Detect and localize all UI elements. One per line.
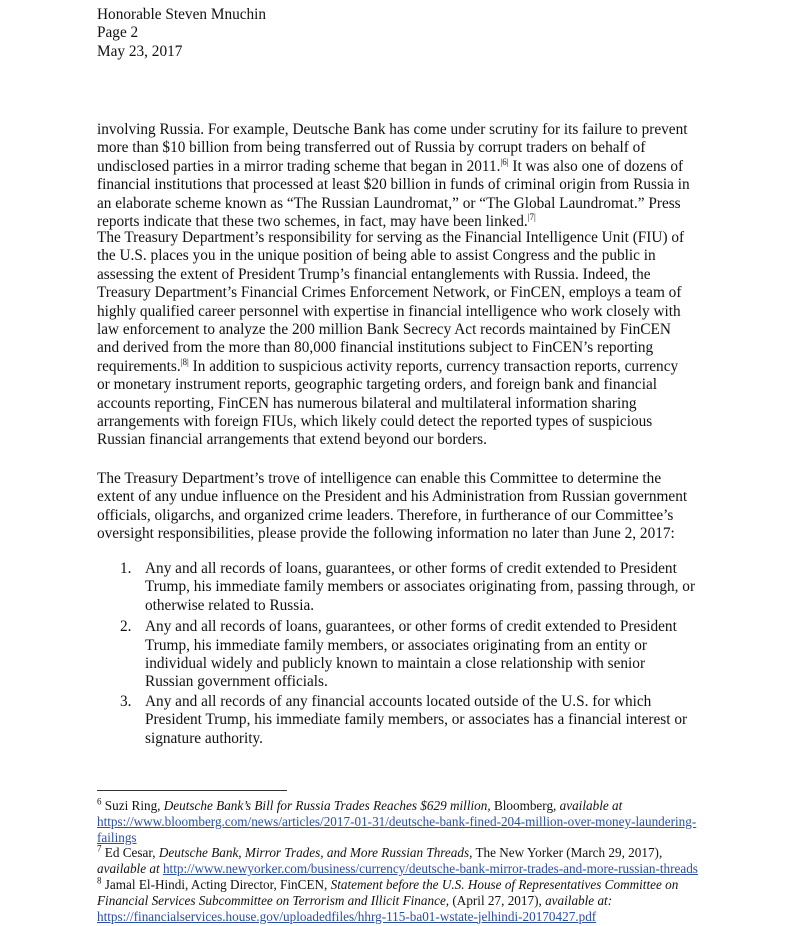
text-line: signature authority. — [145, 729, 263, 747]
footnote-divider — [97, 790, 287, 791]
paragraph-request-intro — [97, 470, 687, 544]
text-line: financial institutions that processed at least $20 billion in funds of criminal origin from Russia in — [97, 176, 690, 194]
letter-header — [97, 6, 266, 61]
text-line: undisclosed parties in a mirror trading scheme that began in 2011.$^{|6|}$ It was also one of dozens of — [97, 156, 684, 175]
text-line: and derived from the more than 80,000 financial institutions subject to FinCEN’s reporting — [97, 339, 654, 357]
request-item — [120, 693, 695, 748]
text-line: reports indicate that these two schemes, in fact, may have been linked.$^{|7|}$ — [97, 211, 536, 231]
text-line: President Trump, his immediate family members, or associates has a financial interest or — [145, 711, 688, 729]
text-line: law enforcement to analyze the 200 million Bank Secrecy Act records maintained by FinCEN — [97, 321, 671, 339]
text-line: more than $10 billion from being transferred out of Russia by corrupt traders on behalf of — [97, 139, 646, 157]
text-line: assessing the extent of President Trump’s financial entanglements with Russia. Indeed, the — [97, 265, 651, 283]
text-line: arrangements with foreign FIUs, which likely could detect the reported types of suspicious — [97, 413, 653, 431]
text-line: officials, oligarchs, and organized crime leaders. Therefore, in furtherance of our Committee’s — [97, 506, 674, 524]
text-line: requirements.$^{|8|}$ In addition to suspicious activity reports, currency transaction reports, currency — [97, 356, 679, 375]
request-list — [120, 560, 695, 748]
footnote-8: $^8$ Jamal El-Hindi, Acting Director, FinCEN, Statement before the U.S. House of Representatives Committee on — [97, 875, 679, 892]
text-line: The Treasury Department’s trove of intelligence can enable this Committee to determine the — [97, 470, 662, 487]
recipient: Honorable Steven Mnuchin — [97, 6, 267, 23]
request-item — [120, 618, 695, 692]
page-number: Page 2 — [97, 24, 139, 42]
footnote-ref: |8| — [180, 356, 189, 367]
text-line: Any and all records of loans, guarantees, or other forms of credit extended to President — [145, 560, 677, 577]
footnote-7: $^7$ Ed Cesar, Deutsche Bank, Mirror Trades, and More Russian Threads, The New Yorker (March 29, 2017), — [97, 844, 663, 861]
footnote-ref: |7| — [527, 211, 536, 222]
footnote-6-link-cont[interactable]: failings — [97, 829, 137, 845]
request-item — [120, 560, 695, 615]
text-line: accounts reporting, FinCEN has numerous bilateral and multilateral information sharing — [97, 394, 637, 412]
text-line: the U.S. places you in the unique position of being able to assist Congress and the public in — [97, 247, 656, 265]
request-number: 2. — [120, 618, 132, 636]
footnote-7-link[interactable]: http://www.newyorker.com/business/currency/deutsche-bank-mirror-trades-and-more-russian-threads — [162, 861, 698, 877]
text-line: otherwise related to Russia. — [145, 596, 315, 614]
text-line: oversight responsibilities, please provide the following information no later than June 2, 2017: — [97, 525, 675, 543]
footnote-6: $^6$ Suzi Ring, Deutsche Bank’s Bill for Russia Trades Reaches $629 million, Bloomberg, available at — [97, 796, 623, 813]
footnotes: $^6$ Suzi Ring, Deutsche Bank’s Bill for Russia Trades Reaches $629 million, Bloomberg, available at https://www.bloomberg.com/news/articles/2017-01-31/deutsche-bank-fined-204-million-over-money-laundering- failings $^7$ Ed Cesar, Deutsche Bank, Mirror Trades, and More Russian Threads, The New Yorker (March 29, 2017), available at http://www.newyorker.com/business/currency/deutsche-bank-mirror-trades-and-more-russian-threads $^8$ Jamal El-Hindi, Acting Director, FinCEN, Statement before the U.S. House of Representatives Committee on Financial Services Subcommittee on Terrorism and Illicit Finance, (April 27, 2017), available at: https://financialservices.house.gov/uploadedfiles/hhrg-115-ba01-wstate-jelhindi-20170427.pdf — [97, 796, 698, 924]
letter-date: May 23, 2017 — [97, 42, 183, 60]
text-line: Trump, his immediate family members, or associates originating from an entity or — [145, 636, 648, 654]
footnote-6-link[interactable]: https://www.bloomberg.com/news/articles/2017-01-31/deutsche-bank-fined-204-million-over-money-laundering- — [97, 813, 697, 829]
request-number: 1. — [120, 560, 132, 577]
paragraph-treasury-fiu — [97, 229, 684, 450]
request-number: 3. — [120, 692, 132, 710]
text-line: Russian financial arrangements that extend beyond our borders. — [97, 431, 487, 449]
text-line: or monetary instrument reports, geographic targeting orders, and foreign bank and financial — [97, 376, 657, 394]
text-line: Russian government officials. — [145, 673, 328, 691]
text-line: an elaborate scheme known as “The Russian Laundromat,” or “The Global Laundromat.” Press — [97, 194, 681, 212]
text-line: extent of any undue influence on the President and his Administration from Russian government — [97, 488, 688, 506]
text-line: Treasury Department’s Financial Crimes Enforcement Network, or FinCEN, employs a team of — [97, 284, 682, 302]
text-line: Trump, his immediate family members or associates originating from, passing through, or — [145, 578, 696, 596]
footnote-8-link[interactable]: https://financialservices.house.gov/uploadedfiles/hhrg-115-ba01-wstate-jelhindi-20170427.pdf — [97, 908, 597, 924]
text-line: Any and all records of loans, guarantees, or other forms of credit extended to President — [145, 618, 677, 636]
paragraph-russia-examples — [97, 121, 690, 231]
footnote-ref: |6| — [500, 156, 509, 167]
text-line: Any and all records of any financial accounts located outside of the U.S. for which — [145, 692, 652, 710]
text-line: The Treasury Department’s responsibility for serving as the Financial Intelligence Unit (FIU) of — [97, 229, 685, 246]
text-line: involving Russia. For example, Deutsche Bank has come under scrutiny for its failure to prevent — [97, 121, 688, 138]
text-line: individual widely and publicly known to maintain a close relationship with senior — [145, 655, 646, 673]
text-line: highly qualified career personnel with expertise in financial intelligence who work closely with — [97, 302, 681, 320]
